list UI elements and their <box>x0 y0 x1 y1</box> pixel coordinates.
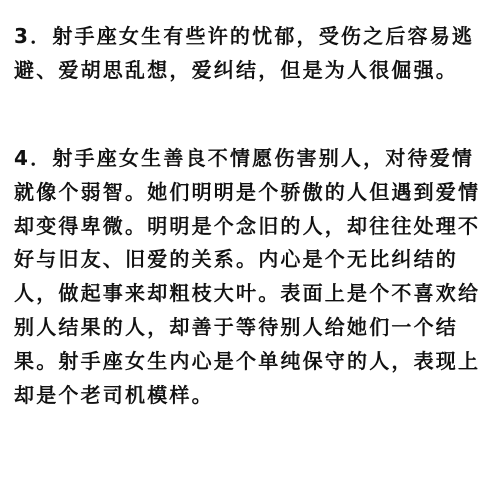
paragraph-4: 4．射手座女生善良不情愿伤害别人，对待爱情就像个弱智。她们明明是个骄傲的人但遇到爱情却变得卑微。明明是个念旧的人，却往往处理不好与旧友、旧爱的关系。内心是个无比纠结的人，做起事来却粗枝大叶。表面上是个不喜欢给别人结果的人，却善于等待别人给她们一个结果。射手座女生内心是个单纯保守的人，表现上却是个老司机模样。 <box>14 146 481 407</box>
paragraph-3: 3．射手座女生有些许的忧郁，受伤之后容易逃避、爱胡思乱想，爱纠结，但是为人很倔强。 <box>14 24 475 82</box>
